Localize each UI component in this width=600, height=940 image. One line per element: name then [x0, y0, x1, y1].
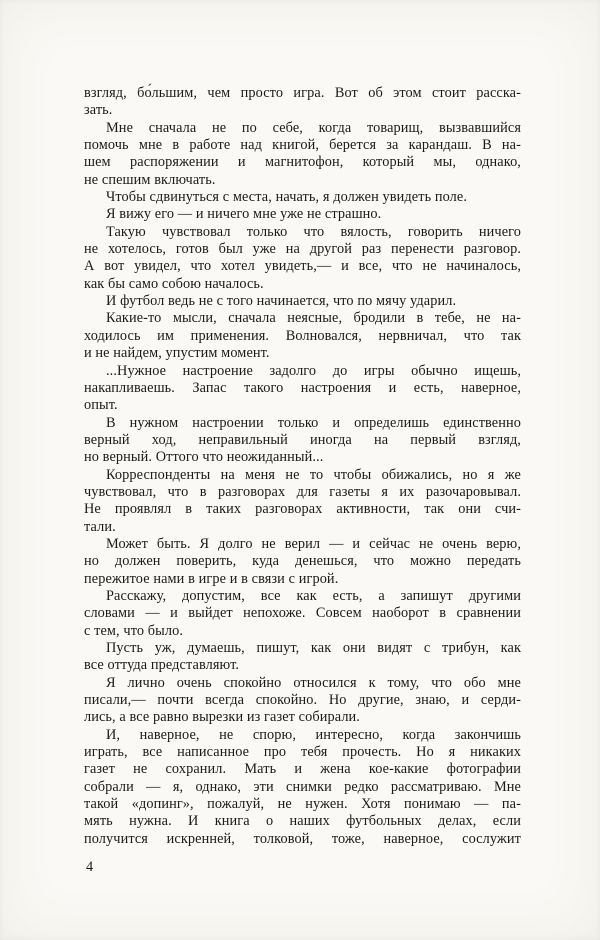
text-line: ходилось им применения. Волновался, нервничал, что так	[84, 327, 521, 344]
text-line: тали.	[84, 518, 116, 535]
paragraph	[84, 536, 521, 588]
text-line: лись, а все равно вырезки из газет собирали.	[84, 709, 360, 726]
text-line: накапливаешь. Запас такого настроения и есть, наверное,	[84, 379, 521, 396]
text-line: но должен поверить, куда денешься, что можно передать	[84, 553, 521, 570]
text-line: Я вижу его — и ничего мне уже не страшно.	[106, 206, 382, 223]
text-line: но верный. Оттого что неожиданный...	[84, 449, 324, 466]
paragraph	[84, 363, 521, 415]
text-line: газет не сохранил. Мать и жена кое-какие фотографии	[84, 761, 521, 778]
text-line: не спешим включать.	[84, 171, 216, 188]
text-line: ...Нужное настроение задолго до игры обычно ищешь,	[106, 362, 521, 379]
text-line: Я лично очень спокойно относился к тому, что обо мне	[106, 674, 521, 691]
paragraph	[84, 189, 521, 206]
page-text	[84, 85, 521, 848]
text-line: Не проявлял в таких разговорах активности, так они счи-	[84, 501, 521, 518]
paragraph	[84, 640, 521, 675]
text-line: Такую чувствовал только что вялость, говорить ничего	[106, 223, 521, 240]
text-line: словами — и выйдет непохоже. Совсем наоборот в сравнении	[84, 605, 521, 622]
paragraph	[84, 310, 521, 362]
text-line: опыт.	[84, 397, 118, 414]
text-line: такой «допинг», пожалуй, не нужен. Хотя понимаю — па-	[84, 796, 521, 813]
text-line: не хотелось, готов был уже на другой раз перенести разговор.	[84, 241, 521, 258]
text-line: как бы само собою началось.	[84, 275, 264, 292]
paragraph	[84, 206, 521, 223]
text-line: Расскажу, допустим, все как есть, а запишут другими	[106, 587, 521, 604]
text-line: Чтобы сдвинуться с места, начать, я должен увидеть поле.	[106, 189, 468, 206]
paragraph	[84, 85, 521, 120]
text-line: взгляд, бо́льшим, чем просто игра. Вот об этом стоит расска-	[84, 85, 521, 101]
text-line: с тем, что было.	[84, 622, 184, 639]
text-line: получится искренней, толковой, тоже, наверное, сослужит	[84, 830, 521, 847]
paragraph	[84, 120, 521, 189]
text-line: играть, все написанное про тебя прочесть. Но я никаких	[84, 744, 521, 761]
text-line: все оттуда представляют.	[84, 657, 240, 674]
text-line: Корреспонденты на меня не то чтобы обижались, но я же	[106, 466, 521, 483]
text-line: писали,— почти всегда спокойно. Но другие, знаю, и серди-	[84, 692, 521, 709]
text-line: Может быть. Я долго не верил — и сейчас не очень верю,	[106, 535, 521, 552]
text-line: зать.	[84, 102, 113, 119]
page-number: 4	[86, 859, 94, 875]
paragraph	[84, 727, 521, 848]
text-line: чувствовал, что в разговорах для газеты я их разочаровывал.	[84, 483, 521, 500]
text-line: А вот увидел, что хотел увидеть,— и все, что не начиналось,	[84, 258, 521, 275]
text-line: верный ход, неправильный иногда на первый взгляд,	[84, 431, 521, 448]
text-line: шем распоряжении и магнитофон, который мы, однако,	[84, 154, 521, 171]
text-line: Какие-то мысли, сначала неясные, бродили в тебе, не на-	[106, 310, 521, 327]
paragraph	[84, 675, 521, 727]
text-line: помочь мне в работе над книгой, берется за карандаш. В на-	[84, 137, 521, 154]
text-line: мять нужна. И книга о наших футбольных делах, если	[84, 813, 521, 830]
text-line: собрали — я, однако, эти снимки редко рассматриваю. Мне	[84, 778, 521, 795]
text-line: и не найдем, упустим момент.	[84, 345, 270, 362]
paragraph	[84, 415, 521, 467]
text-line: Мне сначала не по себе, когда товарищ, вызвавшийся	[106, 119, 521, 136]
text-line: В нужном настроении только и определишь единственно	[106, 414, 521, 431]
paragraph	[84, 224, 521, 293]
paragraph	[84, 293, 521, 310]
text-line: И футбол ведь не с того начинается, что по мячу ударил.	[106, 293, 457, 310]
paragraph	[84, 588, 521, 640]
text-line: И, наверное, не спорю, интересно, когда закончишь	[106, 726, 521, 743]
text-line: Пусть уж, думаешь, пишут, как они видят с трибун, как	[106, 640, 521, 656]
paragraph	[84, 467, 521, 536]
text-line: пережитое нами в игре и в связи с игрой.	[84, 570, 339, 587]
